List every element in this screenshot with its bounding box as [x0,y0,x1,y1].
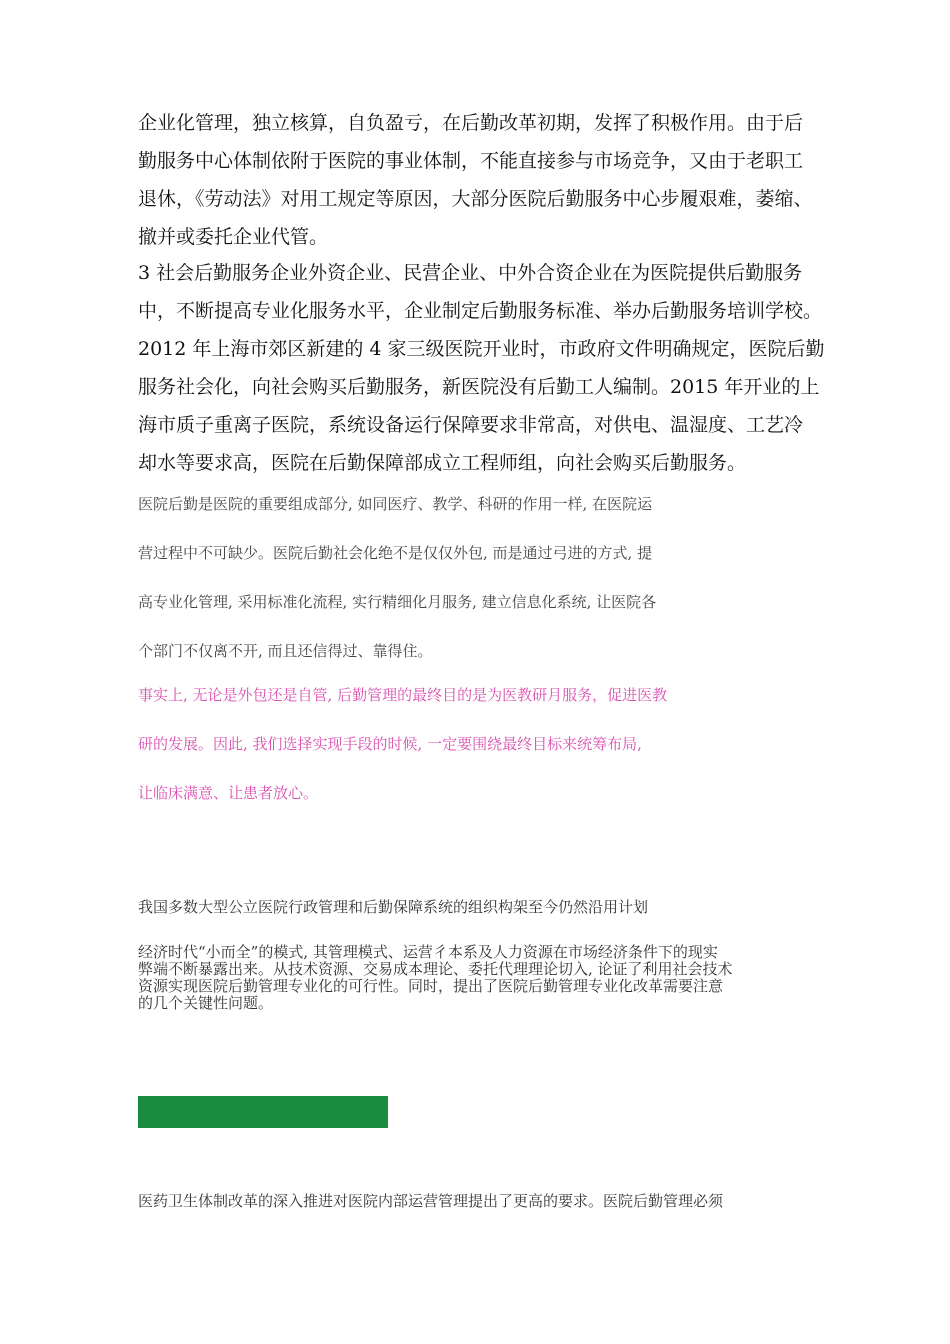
paragraph-logistics-importance [138,480,656,676]
text-line: 高专业化管理, 采用标准化流程, 实行精细化月服务, 建立信息化系统, 让医院各 [138,593,657,611]
text-line: 海市质子重离子医院，系统设备运行保障要求非常高，对供电、温湿度、工艺冷 [138,414,804,436]
text-line: 弊端不断暴露出来。从技术资源、交易成本理论、委托代理理论切入, 论证了利用社会技术 [138,960,733,978]
text-line: 勤服务中心体制依附于医院的事业体制，不能直接参与市场竞争，又由于老职工 [138,150,804,172]
paragraph-healthcare-reform: 医药卫生体制改革的深入推进对医院内部运营管理提出了更高的要求。医院后勤管理必须 [138,1192,724,1210]
text-line: 经济时代“小而全”的模式, 其管理模式、运营彳本系及人力资源在市场经济条件下的现实 [138,943,718,961]
text-line: 却水等要求高，医院在后勤保障部成立工程师组，向社会购买后勤服务。 [138,452,747,474]
text-line: 营过程中不可缺少。医院后勤社会化绝不是仅仅外包, 而是通过弓进的方式, 提 [138,544,653,562]
text-line: 的几个关键性问题。 [138,994,274,1012]
text-line: 研的发展。因此, 我们选择实现手段的时候, 一定要围绕最终目标来统筹布局, [138,735,642,753]
paragraph-org-structure: 我国多数大型公立医院行政管理和后勤保障系统的组织构架至今仍然沿用计划 [138,898,649,916]
text-line: 让临床满意、让患者放心。 [138,784,319,802]
text-line: 中，不断提高专业化服务水平，企业制定后勤服务标准、举办后勤服务培训学校。 [138,300,823,322]
text-line: 服务社会化，向社会购买后勤服务，新医院没有后勤工人编制。2015 年开业的上 [138,376,820,398]
text-line: 3 社会后勤服务企业外资企业、民营企业、中外合资企业在为医院提供后勤服务 [138,262,803,284]
text-line: 资源实现医院后勤管理专业化的可行性。同时，提出了医院后勤管理专业化改革需要注意 [138,977,724,995]
text-line: 退休，《劳动法》对用工规定等原因，大部分医院后勤服务中心步履艰难，萎缩、 [138,188,813,210]
paragraph-social-service-enterprises [138,254,825,482]
paragraph-planned-economy-model [138,944,733,1012]
text-line: 企业化管理，独立核算，自负盈亏，在后勤改革初期，发挥了积极作用。由于后 [138,112,804,134]
text-line: 事实上, 无论是外包还是自管, 后勤管理的最终目的是为医教研月服务，促进医教 [138,686,668,704]
text-line: 2012 年上海市郊区新建的 4 家三级医院开业时，市政府文件明确规定，医院后勤 [138,338,825,360]
text-line: 撤并或委托企业代管。 [138,226,329,248]
text-line: 医院后勤是医院的重要组成部分, 如同医疗、教学、科研的作用一样, 在医院运 [138,495,653,513]
text-line: 个部门不仅离不开, 而且还信得过、靠得住。 [138,642,433,660]
paragraph-highlighted-conclusion [138,671,667,818]
paragraph-hospital-service-center [138,104,813,256]
green-heading-bar [138,1096,388,1128]
